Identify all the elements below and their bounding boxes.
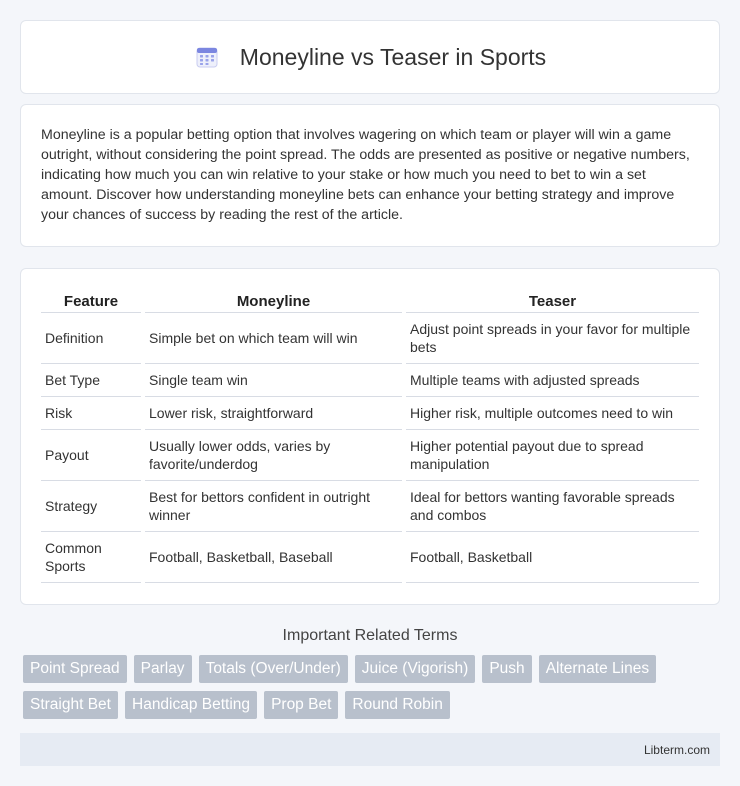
page-title: Moneyline vs Teaser in Sports bbox=[239, 43, 547, 70]
row-moneyline: Simple bet on which team will win bbox=[145, 313, 402, 364]
row-teaser: Ideal for bettors wanting favorable spreads and combos bbox=[406, 481, 699, 532]
tag-handicap-betting[interactable]: Handicap Betting bbox=[125, 691, 257, 719]
intro-text: Moneyline is a popular betting option that involves wagering on which team or player will win a game outright, without considering the point spread. The odds are presented as positive or negative numbers, indicating how much you can win relative to your stake or how much you need to bet to win a set amount. Discover how understanding moneyline bets can enhance your betting strategy and improve your chances of success by reading the rest of the article. bbox=[41, 127, 690, 223]
table-row bbox=[41, 532, 699, 583]
table-row bbox=[41, 481, 699, 532]
row-teaser: Higher potential payout due to spread manipulation bbox=[406, 430, 699, 481]
table-header-row bbox=[41, 289, 699, 313]
tag-alternate-lines[interactable]: Alternate Lines bbox=[539, 655, 656, 683]
row-moneyline: Best for bettors confident in outright winner bbox=[145, 481, 402, 532]
calendar-icon bbox=[194, 44, 220, 70]
row-feature: Definition bbox=[41, 313, 141, 364]
row-moneyline: Usually lower odds, varies by favorite/underdog bbox=[145, 430, 402, 481]
tag-round-robin[interactable]: Round Robin bbox=[345, 691, 449, 719]
row-teaser: Adjust point spreads in your favor for multiple bets bbox=[406, 313, 699, 364]
row-moneyline: Football, Basketball, Baseball bbox=[145, 532, 402, 583]
header-moneyline: Moneyline bbox=[145, 289, 402, 313]
tag-parlay[interactable]: Parlay bbox=[134, 655, 192, 683]
comparison-table bbox=[37, 289, 703, 583]
footer-site-link[interactable]: Libterm.com bbox=[643, 742, 710, 757]
tag-juice[interactable]: Juice (Vigorish) bbox=[355, 655, 476, 683]
comparison-card bbox=[20, 268, 720, 605]
row-teaser: Higher risk, multiple outcomes need to win bbox=[406, 397, 699, 430]
row-moneyline: Lower risk, straightforward bbox=[145, 397, 402, 430]
footer bbox=[20, 733, 720, 766]
intro-card bbox=[20, 104, 720, 247]
row-feature: Bet Type bbox=[41, 364, 141, 397]
row-feature: Risk bbox=[41, 397, 141, 430]
row-feature: Payout bbox=[41, 430, 141, 481]
tag-point-spread[interactable]: Point Spread bbox=[23, 655, 127, 683]
row-feature: Common Sports bbox=[41, 532, 141, 583]
tag-totals[interactable]: Totals (Over/Under) bbox=[199, 655, 348, 683]
row-moneyline: Single team win bbox=[145, 364, 402, 397]
tag-push[interactable]: Push bbox=[482, 655, 531, 683]
related-terms-title: Important Related Terms bbox=[282, 627, 458, 644]
table-row bbox=[41, 397, 699, 430]
tag-prop-bet[interactable]: Prop Bet bbox=[264, 691, 338, 719]
tag-straight-bet[interactable]: Straight Bet bbox=[23, 691, 118, 719]
row-teaser: Multiple teams with adjusted spreads bbox=[406, 364, 699, 397]
header-feature: Feature bbox=[41, 289, 141, 313]
related-terms-list bbox=[20, 655, 720, 719]
page-header bbox=[20, 20, 720, 94]
row-teaser: Football, Basketball bbox=[406, 532, 699, 583]
table-row bbox=[41, 430, 699, 481]
table-row bbox=[41, 364, 699, 397]
header-teaser: Teaser bbox=[406, 289, 699, 313]
table-row bbox=[41, 313, 699, 364]
row-feature: Strategy bbox=[41, 481, 141, 532]
